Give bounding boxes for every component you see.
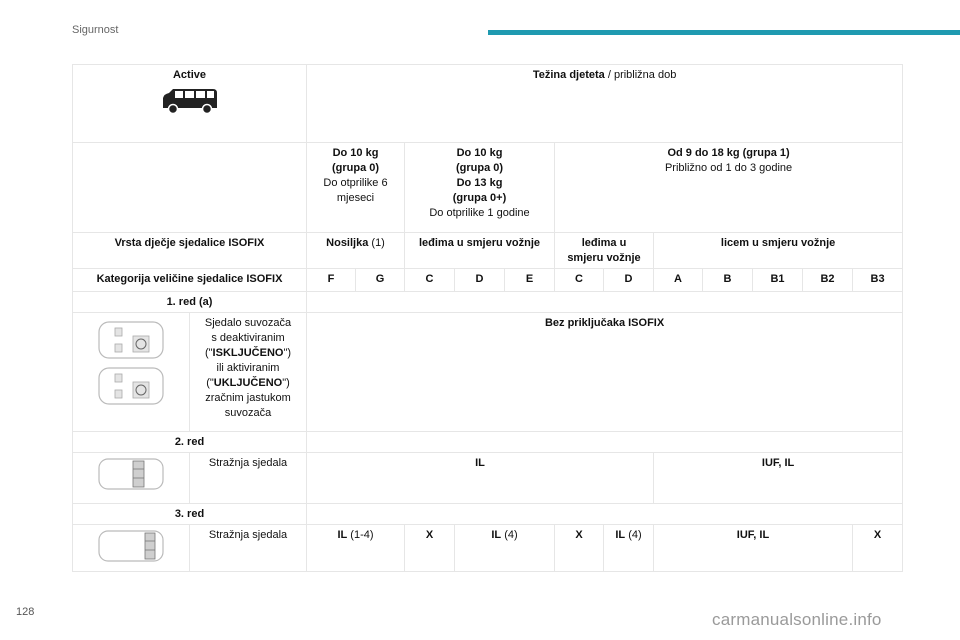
row3-value-6: IUF, IL: [654, 525, 853, 572]
seat-quote: (": [204, 347, 213, 359]
category-cell: B3: [853, 269, 903, 292]
row3-seat-diagram: [73, 525, 190, 572]
weight-header-cell: [307, 65, 903, 143]
row3-value-1: [307, 525, 405, 572]
group-1-cell: [555, 143, 903, 233]
category-cell: A: [654, 269, 703, 292]
group-0plus-label2: (grupa 0+): [452, 192, 507, 204]
empty-cell: [73, 143, 307, 233]
carrycot-note: (1): [368, 237, 385, 249]
airbag-header: Active: [172, 69, 207, 81]
group-1-age: Približno od 1 do 3 godine: [664, 162, 793, 174]
seat-quote: "): [283, 347, 292, 359]
type-forward-facing: licem u smjeru vožnje: [654, 233, 903, 269]
row3-value-2: X: [405, 525, 455, 572]
category-cell: F: [307, 269, 356, 292]
airbag-off-label: ISKLJUČENO: [212, 347, 284, 359]
section-title: Sigurnost: [72, 24, 119, 36]
category-label: Kategorija veličine sjedalice ISOFIX: [73, 269, 307, 292]
row3-value-5: [604, 525, 654, 572]
seat-line: ili aktiviranim: [216, 362, 280, 374]
seat-quote: "): [282, 377, 290, 389]
category-cell: G: [356, 269, 405, 292]
row3-value-5-note: (4): [625, 529, 642, 541]
row3-value-3-main: IL: [491, 529, 502, 541]
group-0plus-label1: (grupa 0): [455, 162, 504, 174]
seat-line: Sjedalo suvozača: [204, 317, 292, 329]
category-cell: E: [505, 269, 555, 292]
row1-seat-diagram: [73, 313, 190, 432]
row2-seat-label: Stražnja sjedala: [190, 453, 307, 504]
row1-value: Bez priključaka ISOFIX: [307, 313, 903, 432]
row3-value-1-main: IL: [337, 529, 348, 541]
category-cell: D: [604, 269, 654, 292]
group-0plus-weight1: Do 10 kg: [456, 147, 503, 159]
page-number: 128: [16, 606, 35, 618]
row2-title: 2. red: [73, 432, 307, 453]
row3-value-5-main: IL: [615, 529, 626, 541]
category-cell: C: [405, 269, 455, 292]
front-seat-diagram-icon: [95, 316, 167, 416]
category-cell: B: [703, 269, 753, 292]
isofix-table: [72, 64, 903, 572]
seat-quote: (": [206, 377, 214, 389]
airbag-header-cell: [73, 65, 307, 143]
airbag-on-label: UKLJUČENO: [213, 377, 283, 389]
header-accent-bar: [488, 30, 960, 35]
group-0plus-weight2: Do 13 kg: [456, 177, 503, 189]
row3-value-1-note: (1-4): [347, 529, 374, 541]
seat-line: zračnim jastukom: [205, 392, 291, 404]
carrycot-label: Nosiljka: [326, 237, 369, 249]
category-cell: B2: [803, 269, 853, 292]
rear2-line1: leđima u: [581, 237, 627, 249]
category-cell: C: [555, 269, 604, 292]
group-0plus-age: Do otprilike 1 godine: [429, 207, 530, 219]
row2-value-2: IUF, IL: [654, 453, 903, 504]
watermark: carmanualsonline.info: [712, 610, 882, 629]
empty-cell: [307, 292, 903, 313]
row3-value-7: X: [853, 525, 903, 572]
row3-value-4: X: [555, 525, 604, 572]
row3-value-3-note: (4): [501, 529, 518, 541]
type-label: Vrsta dječje sjedalice ISOFIX: [73, 233, 307, 269]
type-rear-facing-1: leđima u smjeru vožnje: [405, 233, 555, 269]
seat-line: suvozača: [224, 407, 272, 419]
weight-header-rest: / približna dob: [604, 69, 677, 81]
row3-title: 3. red: [73, 504, 307, 525]
rear2-line2: smjeru vožnje: [567, 252, 641, 264]
empty-cell: [307, 504, 903, 525]
second-row-seat-diagram-icon: [95, 456, 167, 492]
category-cell: D: [455, 269, 505, 292]
group-0plus-cell: [405, 143, 555, 233]
row1-seat-label: [190, 313, 307, 432]
group-0-cell: [307, 143, 405, 233]
group-0-age-line2: mjeseci: [336, 192, 375, 204]
group-0-weight: Do 10 kg: [332, 147, 379, 159]
row3-seat-label: Stražnja sjedala: [190, 525, 307, 572]
group-0-age-line1: Do otprilike 6: [323, 177, 388, 189]
group-1-weight: Od 9 do 18 kg (grupa 1): [667, 147, 790, 159]
weight-header-bold: Težina djeteta: [532, 69, 605, 81]
empty-cell: [307, 432, 903, 453]
row3-value-3: [455, 525, 555, 572]
category-cell: B1: [753, 269, 803, 292]
vehicle-icon: [159, 87, 221, 115]
type-carrycot: [307, 233, 405, 269]
row2-seat-diagram: [73, 453, 190, 504]
third-row-seat-diagram-icon: [95, 528, 167, 564]
type-rear-facing-2: [555, 233, 654, 269]
row1-title: 1. red (a): [73, 292, 307, 313]
row2-value-1: IL: [307, 453, 654, 504]
group-0-label: (grupa 0): [331, 162, 380, 174]
seat-line: s deaktiviranim: [211, 332, 285, 344]
